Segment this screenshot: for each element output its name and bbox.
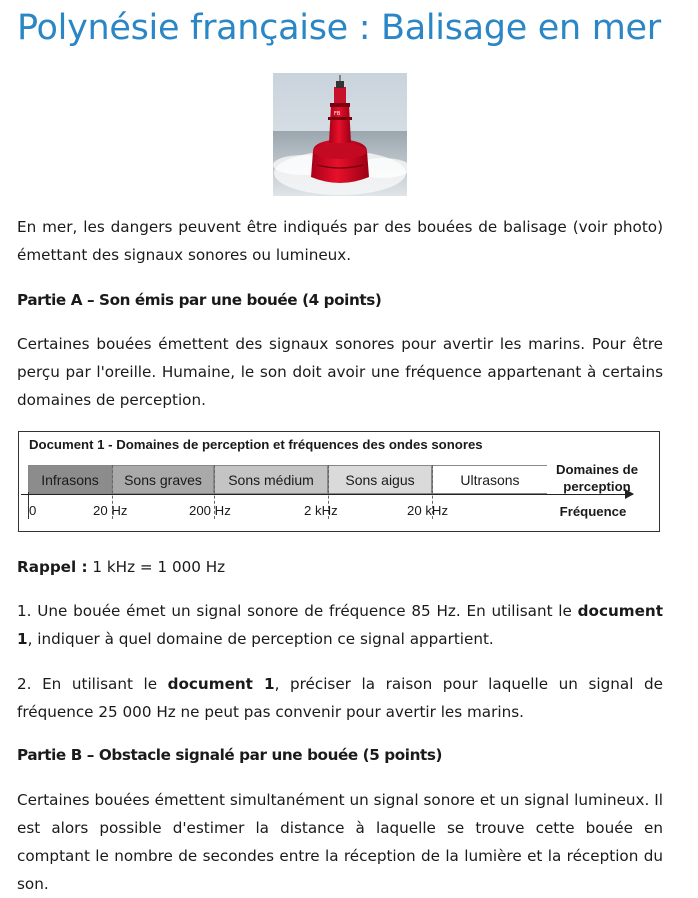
part-a-paragraph: Certaines bouées émettent des signaux sonores pour avertir les marins. Pour être perçu par l'oreille. Humaine, le son doit avoir une fréquence appartenant à certains domaines de perception. [17,335,663,409]
band-label: Sons aigus [345,471,415,488]
band-sons-aigus [328,465,432,494]
document-1-title: Document 1 - Domaines de perception et fréquences des ondes sonores [29,437,483,452]
question-1-text: 1. Une bouée émet un signal sonore de fréquence 85 Hz. En utilisant le [17,602,578,620]
page-title: Polynésie française : Balisage en mer [17,8,661,48]
band-ultrasons [432,465,547,494]
question-2-text: 2. En utilisant le [17,675,168,693]
domain-label: Domaines de perception [555,462,639,494]
band-label: Ultrasons [460,471,520,488]
scale-label-2khz: 2 kHz [304,503,338,518]
question-2-text-end: , préciser la raison pour laquelle un signal de fréquence 25 000 Hz ne peut pas convenir pour avertir les marins. [17,675,663,721]
question-1-doc-ref: document 1 [17,602,663,648]
scale-label-20hz: 20 Hz [93,503,128,518]
band-label: Sons graves [124,471,202,488]
rappel-text: 1 kHz = 1 000 Hz [92,558,226,576]
buoy-marking: FB [334,111,341,117]
intro-paragraph: En mer, les dangers peuvent être indiqués par des bouées de balisage (voir photo) émettant des signaux sonores ou lumineux. [17,218,663,264]
frequency-label: Fréquence [559,504,627,519]
rappel [17,553,663,581]
band-sons-medium [214,465,328,494]
band-sons-graves [112,465,214,494]
part-b-heading: Partie B – Obstacle signalé par une bouée (5 points) [17,746,443,764]
scale-label-20khz: 20 kHz [407,503,449,518]
frequency-axis [21,494,633,495]
band-label: Sons médium [228,471,314,488]
question-1 [17,597,663,653]
band-infrasons [28,465,112,494]
buoy-photo [273,73,407,196]
band-label: Infrasons [41,471,99,488]
buoy-illustration [273,73,407,196]
part-a-heading: Partie A – Son émis par une bouée (4 points) [17,291,382,309]
scale-label-0: 0 [29,503,37,518]
rappel-label: Rappel : [17,558,88,576]
question-2-doc-ref: document 1 [167,675,275,693]
scale-label-200hz: 200 Hz [189,503,231,518]
question-2 [17,670,663,726]
document-1 [18,431,660,532]
question-1-text-end: , indiquer à quel domaine de perception ce signal appartient. [27,630,494,648]
part-b-paragraph: Certaines bouées émettent simultanément un signal sonore et un signal lumineux. Il est alors possible d'estimer la distance à laquelle se trouve cette bouée en comptant le nombre de secondes entre la réception de la lumière et la réception du son. [17,791,663,893]
